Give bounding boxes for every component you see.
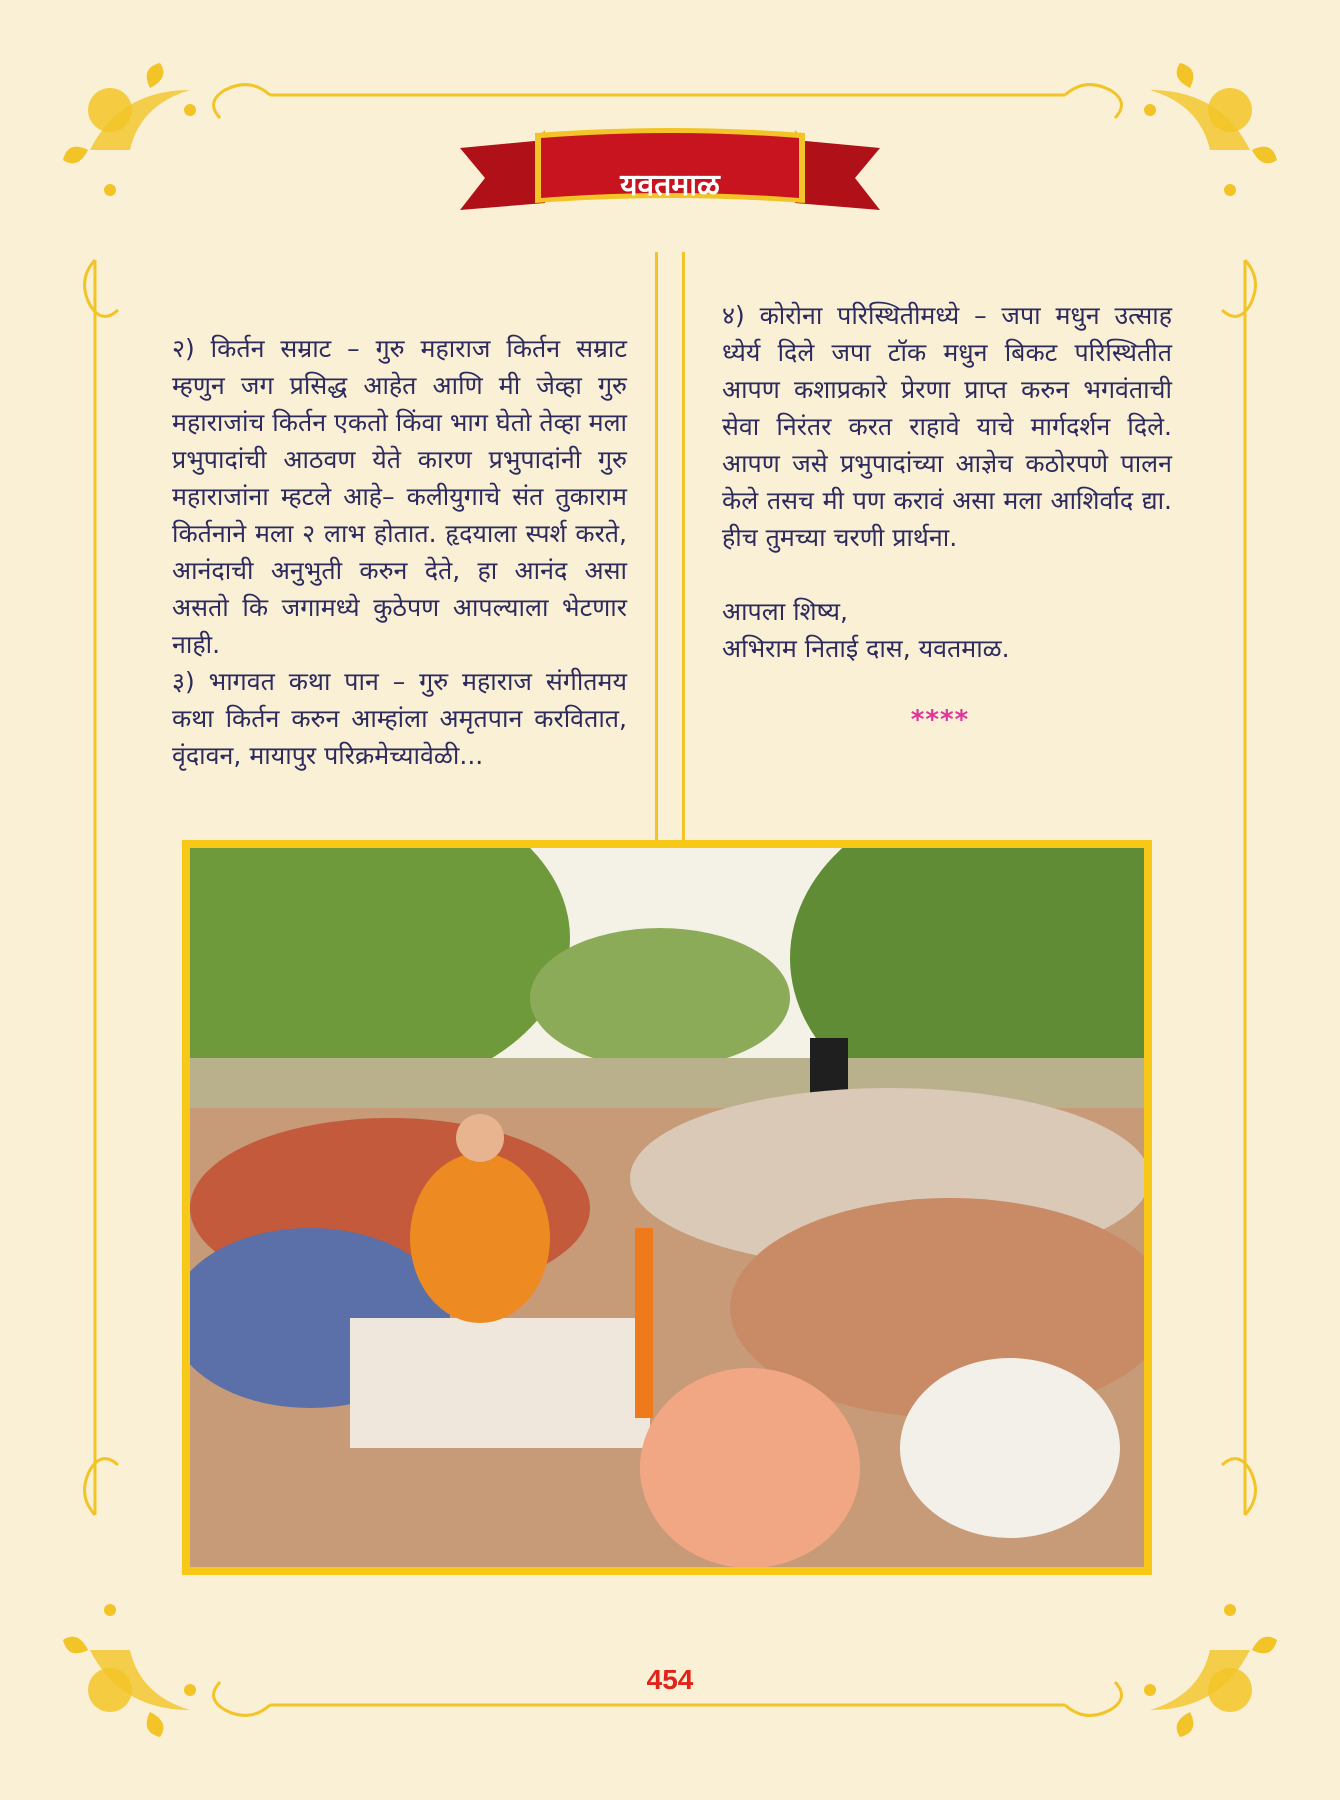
closing-line: आपला शिष्य, — [722, 597, 848, 626]
right-column — [722, 297, 1172, 667]
kirtan-gathering-photo — [182, 840, 1152, 1575]
left-column — [172, 330, 627, 774]
column-divider — [655, 252, 658, 840]
page-number: 454 — [646, 1664, 694, 1695]
paragraph: २) किर्तन सम्राट – गुरु महाराज किर्तन सम्राट म्हणुन जग प्रसिद्ध आहेत आणि मी जेव्हा गुरु महाराजांच किर्तन एकतो किंवा भाग घेतो तेव्हा मला प्रभुपादांची आठवण येते कारण प्रभुपादांनी गुरु महाराजांना म्हटले आहे– कलीयुगाचे संत तुकाराम किर्तनाने मला २ लाभ होतात. हृदयाला स्पर्श करते, आनंदाची अनुभुती करुन देते, हा आनंद असा असतो कि जगामध्ये कुठेपण आपल्याला भेटणार नाही. — [172, 334, 627, 659]
ornament-stars: **** — [910, 705, 970, 735]
column-divider — [682, 252, 685, 840]
paragraph: ३) भागवत कथा पान – गुरु महाराज संगीतमय कथा किर्तन करुन आम्हांला अमृतपान करवितात, वृंदावन, मायापुर परिक्रमेच्यावेळी... — [172, 667, 627, 770]
page-title: यवतमाळ — [620, 168, 720, 203]
paragraph: ४) कोरोना परिस्थितीमध्ये – जपा मधुन उत्साह ध्येर्य दिले जपा टॉक मधुन बिकट परिस्थितीत आपण कशाप्रकारे प्रेरणा प्राप्त करुन भगवंताची सेवा निरंतर करत राहावे याचे मार्गदर्शन दिले. आपण जसे प्रभुपादांच्या आज्ञेच कठोरपणे पालन केले तसच मी पण करावं असा मला आशिर्वाद द्या. हीच तुमच्या चरणी प्रार्थना. — [722, 301, 1172, 552]
signature: अभिराम निताई दास, यवतमाळ. — [722, 634, 1010, 663]
